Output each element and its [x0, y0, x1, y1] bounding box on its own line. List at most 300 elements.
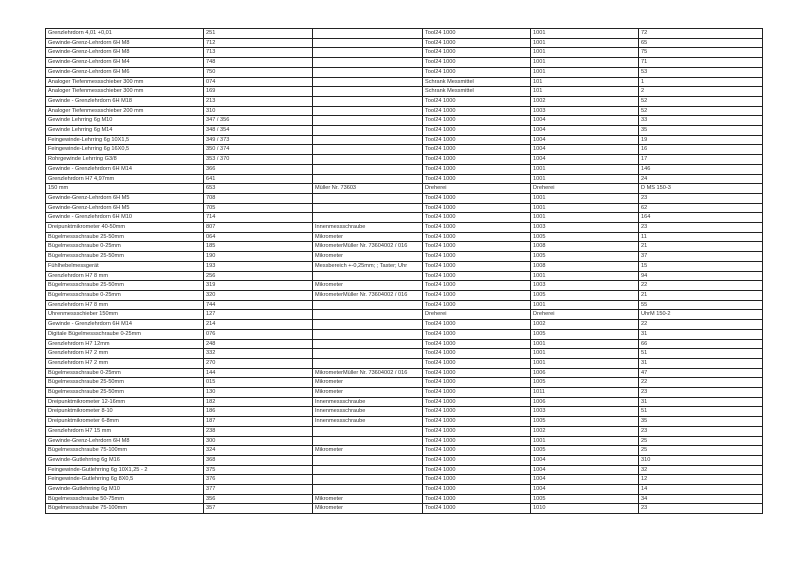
position-cell: 164	[639, 213, 763, 223]
position-cell: 34	[639, 494, 763, 504]
table-row	[46, 261, 763, 271]
position-cell: 23	[639, 388, 763, 398]
item-number-cell: 169	[204, 87, 313, 97]
location-cell: Tool24 1000	[423, 368, 531, 378]
location-cell: Tool24 1000	[423, 271, 531, 281]
position-cell: 94	[639, 271, 763, 281]
sublocation-cell: 1002	[531, 426, 639, 436]
table-row	[46, 475, 763, 485]
table-row	[46, 485, 763, 495]
location-cell: Schrank Messmittel	[423, 77, 531, 87]
sublocation-cell: 1001	[531, 358, 639, 368]
location-cell: Tool24 1000	[423, 135, 531, 145]
position-cell: 15	[639, 261, 763, 271]
table-row	[46, 232, 763, 242]
description-cell: Innenmessschraube	[313, 407, 423, 417]
position-cell: 25	[639, 446, 763, 456]
item-name-cell: Feingewinde-Gutlehrring 6g 8X0,5	[46, 475, 204, 485]
item-number-cell: 653	[204, 184, 313, 194]
table-row	[46, 310, 763, 320]
location-cell: Tool24 1000	[423, 106, 531, 116]
description-cell: Mikrometer	[313, 232, 423, 242]
table-row	[46, 145, 763, 155]
item-name-cell: Gewinde - Grenzlehrdorn 6H M18	[46, 96, 204, 106]
item-number-cell: 712	[204, 38, 313, 48]
table-row	[46, 446, 763, 456]
position-cell: 72	[639, 29, 763, 39]
sublocation-cell: 1005	[531, 232, 639, 242]
item-name-cell: Bügelmessschraube 25-50mm	[46, 232, 204, 242]
item-number-cell: 748	[204, 58, 313, 68]
location-cell: Tool24 1000	[423, 48, 531, 58]
position-cell: 51	[639, 349, 763, 359]
table-row	[46, 339, 763, 349]
item-number-cell: 300	[204, 436, 313, 446]
item-number-cell: 186	[204, 407, 313, 417]
description-cell	[313, 310, 423, 320]
sublocation-cell: 1005	[531, 378, 639, 388]
location-cell: Tool24 1000	[423, 145, 531, 155]
table-row	[46, 329, 763, 339]
description-cell: Innenmessschraube	[313, 417, 423, 427]
table-row	[46, 29, 763, 39]
item-name-cell: Grenzlehrdorn H7 8 mm	[46, 271, 204, 281]
item-name-cell: Grenzlehrdorn H7 4,97mm	[46, 174, 204, 184]
table-row	[46, 106, 763, 116]
location-cell: Tool24 1000	[423, 126, 531, 136]
item-name-cell: Feingewinde-Lehrring 6g 10X1,5	[46, 135, 204, 145]
sublocation-cell: 1001	[531, 213, 639, 223]
item-number-cell: 015	[204, 378, 313, 388]
sublocation-cell: 1005	[531, 494, 639, 504]
position-cell: 1	[639, 77, 763, 87]
position-cell: 37	[639, 252, 763, 262]
position-cell: 2	[639, 87, 763, 97]
item-number-cell: 320	[204, 290, 313, 300]
item-name-cell: Bügelmessschraube 0-25mm	[46, 290, 204, 300]
item-number-cell: 349 / 373	[204, 135, 313, 145]
sublocation-cell: 1001	[531, 339, 639, 349]
location-cell: Tool24 1000	[423, 397, 531, 407]
table-row	[46, 164, 763, 174]
location-cell: Tool24 1000	[423, 164, 531, 174]
item-name-cell: Analoger Tiefenmessschieber 300 mm	[46, 77, 204, 87]
sublocation-cell: 101	[531, 77, 639, 87]
description-cell: Mikrometer	[313, 504, 423, 514]
sublocation-cell: 1001	[531, 164, 639, 174]
position-cell: 310	[639, 455, 763, 465]
position-cell: 51	[639, 407, 763, 417]
item-name-cell: Gewinde - Grenzlehrdorn 6H M10	[46, 213, 204, 223]
item-number-cell: 182	[204, 397, 313, 407]
item-name-cell: Gewinde - Grenzlehrdorn 6H M14	[46, 320, 204, 330]
item-name-cell: Grenzlehrdorn H7 12mm	[46, 339, 204, 349]
table-row	[46, 281, 763, 291]
sublocation-cell: Dreherei	[531, 310, 639, 320]
location-cell: Dreherei	[423, 184, 531, 194]
position-cell: 22	[639, 281, 763, 291]
table-row	[46, 96, 763, 106]
sublocation-cell: 1005	[531, 252, 639, 262]
item-number-cell: 366	[204, 164, 313, 174]
description-cell	[313, 164, 423, 174]
description-cell	[313, 193, 423, 203]
description-cell	[313, 145, 423, 155]
item-number-cell: 350 / 374	[204, 145, 313, 155]
sublocation-cell: 1003	[531, 281, 639, 291]
location-cell: Tool24 1000	[423, 223, 531, 233]
location-cell: Tool24 1000	[423, 58, 531, 68]
location-cell: Tool24 1000	[423, 465, 531, 475]
table-row	[46, 494, 763, 504]
sublocation-cell: 1001	[531, 300, 639, 310]
item-number-cell: 368	[204, 455, 313, 465]
location-cell: Tool24 1000	[423, 242, 531, 252]
table-row	[46, 465, 763, 475]
location-cell: Tool24 1000	[423, 281, 531, 291]
description-cell: Mikrometer	[313, 281, 423, 291]
location-cell: Tool24 1000	[423, 320, 531, 330]
sublocation-cell: 1005	[531, 290, 639, 300]
item-name-cell: Bügelmessschraube 50-75mm	[46, 494, 204, 504]
item-name-cell: Gewinde-Grenz-Lehrdorn 6H M8	[46, 38, 204, 48]
sublocation-cell: 1005	[531, 417, 639, 427]
position-cell: 22	[639, 320, 763, 330]
location-cell: Tool24 1000	[423, 67, 531, 77]
description-cell	[313, 329, 423, 339]
position-cell: 12	[639, 475, 763, 485]
sublocation-cell: 1002	[531, 320, 639, 330]
description-cell	[313, 475, 423, 485]
position-cell: 52	[639, 96, 763, 106]
sublocation-cell: Dreherei	[531, 184, 639, 194]
item-name-cell: Gewinde-Gutlehrring 6g M16	[46, 455, 204, 465]
item-name-cell: Feingewinde-Lehrring 6g 16X0,5	[46, 145, 204, 155]
description-cell	[313, 465, 423, 475]
description-cell	[313, 349, 423, 359]
position-cell: 55	[639, 300, 763, 310]
position-cell: 65	[639, 38, 763, 48]
location-cell: Tool24 1000	[423, 290, 531, 300]
description-cell	[313, 116, 423, 126]
description-cell	[313, 155, 423, 165]
location-cell: Tool24 1000	[423, 252, 531, 262]
position-cell: D MS 150-3	[639, 184, 763, 194]
description-cell: Mikrometer	[313, 388, 423, 398]
table-row	[46, 38, 763, 48]
item-name-cell: Grenzlehrdorn H7 2 mm	[46, 358, 204, 368]
item-number-cell: 319	[204, 281, 313, 291]
item-name-cell: Gewinde-Grenz-Lehrdorn 6H M5	[46, 203, 204, 213]
item-name-cell: Bügelmessschraube 0-25mm	[46, 368, 204, 378]
sublocation-cell: 1004	[531, 126, 639, 136]
item-number-cell: 375	[204, 465, 313, 475]
position-cell: 16	[639, 145, 763, 155]
item-name-cell: 150 mm	[46, 184, 204, 194]
sublocation-cell: 1005	[531, 446, 639, 456]
item-number-cell: 744	[204, 300, 313, 310]
sublocation-cell: 1006	[531, 397, 639, 407]
sublocation-cell: 1001	[531, 349, 639, 359]
item-name-cell: Gewinde-Grenz-Lehrdorn 6H M8	[46, 436, 204, 446]
position-cell: UhrM 150-2	[639, 310, 763, 320]
item-number-cell: 356	[204, 494, 313, 504]
item-number-cell: 713	[204, 48, 313, 58]
description-cell: MikrometerMüller Nr. 73604002 / 016	[313, 242, 423, 252]
sublocation-cell: 1004	[531, 485, 639, 495]
item-name-cell: Uhrenmessschieber 150mm	[46, 310, 204, 320]
item-number-cell: 130	[204, 388, 313, 398]
description-cell	[313, 436, 423, 446]
position-cell: 23	[639, 193, 763, 203]
location-cell: Tool24 1000	[423, 232, 531, 242]
description-cell	[313, 87, 423, 97]
item-number-cell: 064	[204, 232, 313, 242]
location-cell: Tool24 1000	[423, 407, 531, 417]
sublocation-cell: 1001	[531, 29, 639, 39]
description-cell	[313, 455, 423, 465]
item-name-cell: Dreipunktmikrometer 6-8mm	[46, 417, 204, 427]
item-name-cell: Bügelmessschraube 0-25mm	[46, 242, 204, 252]
item-name-cell: Grenzlehrdorn H7 2 mm	[46, 349, 204, 359]
item-number-cell: 324	[204, 446, 313, 456]
description-cell	[313, 426, 423, 436]
position-cell: 25	[639, 436, 763, 446]
description-cell	[313, 29, 423, 39]
description-cell: Müller Nr. 73603	[313, 184, 423, 194]
table-row	[46, 58, 763, 68]
table-row	[46, 213, 763, 223]
position-cell: 21	[639, 290, 763, 300]
position-cell: 17	[639, 155, 763, 165]
item-number-cell: 144	[204, 368, 313, 378]
sublocation-cell: 1001	[531, 271, 639, 281]
location-cell: Tool24 1000	[423, 300, 531, 310]
sublocation-cell: 1001	[531, 48, 639, 58]
item-number-cell: 377	[204, 485, 313, 495]
item-name-cell: Dreipunktmikrometer 40-50mm	[46, 223, 204, 233]
description-cell	[313, 485, 423, 495]
position-cell: 52	[639, 106, 763, 116]
description-cell	[313, 271, 423, 281]
description-cell: MikrometerMüller Nr. 73604002 / 016	[313, 290, 423, 300]
item-name-cell: Dreipunktmikrometer 8-10	[46, 407, 204, 417]
sublocation-cell: 1001	[531, 436, 639, 446]
location-cell: Tool24 1000	[423, 494, 531, 504]
sublocation-cell: 1011	[531, 388, 639, 398]
description-cell	[313, 300, 423, 310]
description-cell	[313, 38, 423, 48]
position-cell: 32	[639, 465, 763, 475]
item-number-cell: 270	[204, 358, 313, 368]
table-row	[46, 426, 763, 436]
sublocation-cell: 1001	[531, 67, 639, 77]
table-row	[46, 436, 763, 446]
location-cell: Tool24 1000	[423, 213, 531, 223]
sublocation-cell: 1001	[531, 203, 639, 213]
table-row	[46, 358, 763, 368]
sublocation-cell: 1002	[531, 96, 639, 106]
sublocation-cell: 1010	[531, 504, 639, 514]
item-number-cell: 705	[204, 203, 313, 213]
item-number-cell: 193	[204, 261, 313, 271]
item-name-cell: Gewinde-Grenz-Lehrdorn 6H M4	[46, 58, 204, 68]
description-cell: Mikrometer	[313, 252, 423, 262]
item-number-cell: 357	[204, 504, 313, 514]
description-cell	[313, 126, 423, 136]
item-name-cell: Gewinde-Grenz-Lehrdorn 6H M5	[46, 193, 204, 203]
table-row	[46, 300, 763, 310]
item-name-cell: Grenzlehrdorn H7 8 mm	[46, 300, 204, 310]
location-cell: Tool24 1000	[423, 475, 531, 485]
location-cell: Tool24 1000	[423, 329, 531, 339]
item-name-cell: Digitale Bügelmessschraube 0-25mm	[46, 329, 204, 339]
table-row	[46, 184, 763, 194]
description-cell: Mikrometer	[313, 446, 423, 456]
item-number-cell: 353 / 370	[204, 155, 313, 165]
sublocation-cell: 1003	[531, 106, 639, 116]
sublocation-cell: 1001	[531, 174, 639, 184]
sublocation-cell: 1008	[531, 242, 639, 252]
sublocation-cell: 1003	[531, 223, 639, 233]
item-number-cell: 332	[204, 349, 313, 359]
table-row	[46, 378, 763, 388]
item-name-cell: Gewinde Lehrring 6g M14	[46, 126, 204, 136]
location-cell: Tool24 1000	[423, 485, 531, 495]
location-cell: Tool24 1000	[423, 504, 531, 514]
sublocation-cell: 1004	[531, 155, 639, 165]
item-name-cell: Gewinde-Grenz-Lehrdorn 6H M8	[46, 48, 204, 58]
table-row	[46, 135, 763, 145]
sublocation-cell: 1004	[531, 465, 639, 475]
position-cell: 14	[639, 485, 763, 495]
table-row	[46, 193, 763, 203]
position-cell: 71	[639, 58, 763, 68]
sublocation-cell: 101	[531, 87, 639, 97]
location-cell: Tool24 1000	[423, 436, 531, 446]
description-cell: Mikrometer	[313, 378, 423, 388]
location-cell: Tool24 1000	[423, 349, 531, 359]
table-row	[46, 48, 763, 58]
item-name-cell: Grenzlehrdorn H7 15 mm	[46, 426, 204, 436]
item-number-cell: 127	[204, 310, 313, 320]
position-cell: 35	[639, 126, 763, 136]
sublocation-cell: 1004	[531, 116, 639, 126]
item-number-cell: 310	[204, 106, 313, 116]
item-name-cell: Gewinde-Gutlehrring 6g M10	[46, 485, 204, 495]
table-row	[46, 116, 763, 126]
location-cell: Tool24 1000	[423, 96, 531, 106]
table-row	[46, 155, 763, 165]
position-cell: 146	[639, 164, 763, 174]
table-body	[46, 29, 763, 514]
position-cell: 11	[639, 232, 763, 242]
location-cell: Tool24 1000	[423, 193, 531, 203]
table-row	[46, 271, 763, 281]
item-name-cell: Bügelmessschraube 25-50mm	[46, 252, 204, 262]
item-number-cell: 185	[204, 242, 313, 252]
location-cell: Tool24 1000	[423, 29, 531, 39]
description-cell	[313, 174, 423, 184]
table-row	[46, 407, 763, 417]
location-cell: Tool24 1000	[423, 388, 531, 398]
item-name-cell: Gewinde - Grenzlehrdorn 6H M14	[46, 164, 204, 174]
sublocation-cell: 1004	[531, 135, 639, 145]
position-cell: 22	[639, 378, 763, 388]
description-cell	[313, 339, 423, 349]
description-cell	[313, 358, 423, 368]
item-number-cell: 251	[204, 29, 313, 39]
sublocation-cell: 1008	[531, 261, 639, 271]
item-name-cell: Bügelmessschraube 75-100mm	[46, 446, 204, 456]
sublocation-cell: 1005	[531, 329, 639, 339]
item-number-cell: 714	[204, 213, 313, 223]
description-cell	[313, 320, 423, 330]
item-number-cell: 376	[204, 475, 313, 485]
table-row	[46, 126, 763, 136]
item-name-cell: Analoger Tiefenmessschieber 200 mm	[46, 106, 204, 116]
table-row	[46, 504, 763, 514]
location-cell: Tool24 1000	[423, 38, 531, 48]
description-cell	[313, 48, 423, 58]
position-cell: 24	[639, 174, 763, 184]
item-name-cell: Bügelmessschraube 75-100mm	[46, 504, 204, 514]
description-cell	[313, 106, 423, 116]
position-cell: 75	[639, 48, 763, 58]
item-name-cell: Grenzlehrdorn 4,01 +0,01	[46, 29, 204, 39]
description-cell	[313, 67, 423, 77]
description-cell	[313, 58, 423, 68]
position-cell: 33	[639, 116, 763, 126]
location-cell: Tool24 1000	[423, 426, 531, 436]
table-row	[46, 87, 763, 97]
location-cell: Tool24 1000	[423, 417, 531, 427]
item-number-cell: 213	[204, 96, 313, 106]
description-cell: Messbereich +-0,25mm; ; Taster; Uhr	[313, 261, 423, 271]
position-cell: 66	[639, 339, 763, 349]
sublocation-cell: 1004	[531, 455, 639, 465]
description-cell	[313, 96, 423, 106]
table-row	[46, 67, 763, 77]
table-row	[46, 77, 763, 87]
sublocation-cell: 1001	[531, 193, 639, 203]
item-number-cell: 347 / 356	[204, 116, 313, 126]
item-number-cell: 348 / 354	[204, 126, 313, 136]
position-cell: 62	[639, 203, 763, 213]
position-cell: 53	[639, 67, 763, 77]
item-number-cell: 074	[204, 77, 313, 87]
item-name-cell: Dreipunktmikrometer 12-16mm	[46, 397, 204, 407]
table-row	[46, 242, 763, 252]
description-cell: Mikrometer	[313, 494, 423, 504]
table-row	[46, 174, 763, 184]
item-number-cell: 214	[204, 320, 313, 330]
table-row	[46, 349, 763, 359]
table-row	[46, 417, 763, 427]
table-row	[46, 203, 763, 213]
inventory-table	[45, 28, 763, 514]
location-cell: Tool24 1000	[423, 378, 531, 388]
description-cell: MikrometerMüller Nr. 73604002 / 016	[313, 368, 423, 378]
item-name-cell: Gewinde-Grenz-Lehrdorn 6H M6	[46, 67, 204, 77]
table-row	[46, 368, 763, 378]
table-row	[46, 320, 763, 330]
item-number-cell: 238	[204, 426, 313, 436]
position-cell: 21	[639, 242, 763, 252]
position-cell: 23	[639, 426, 763, 436]
item-number-cell: 807	[204, 223, 313, 233]
sublocation-cell: 1001	[531, 38, 639, 48]
